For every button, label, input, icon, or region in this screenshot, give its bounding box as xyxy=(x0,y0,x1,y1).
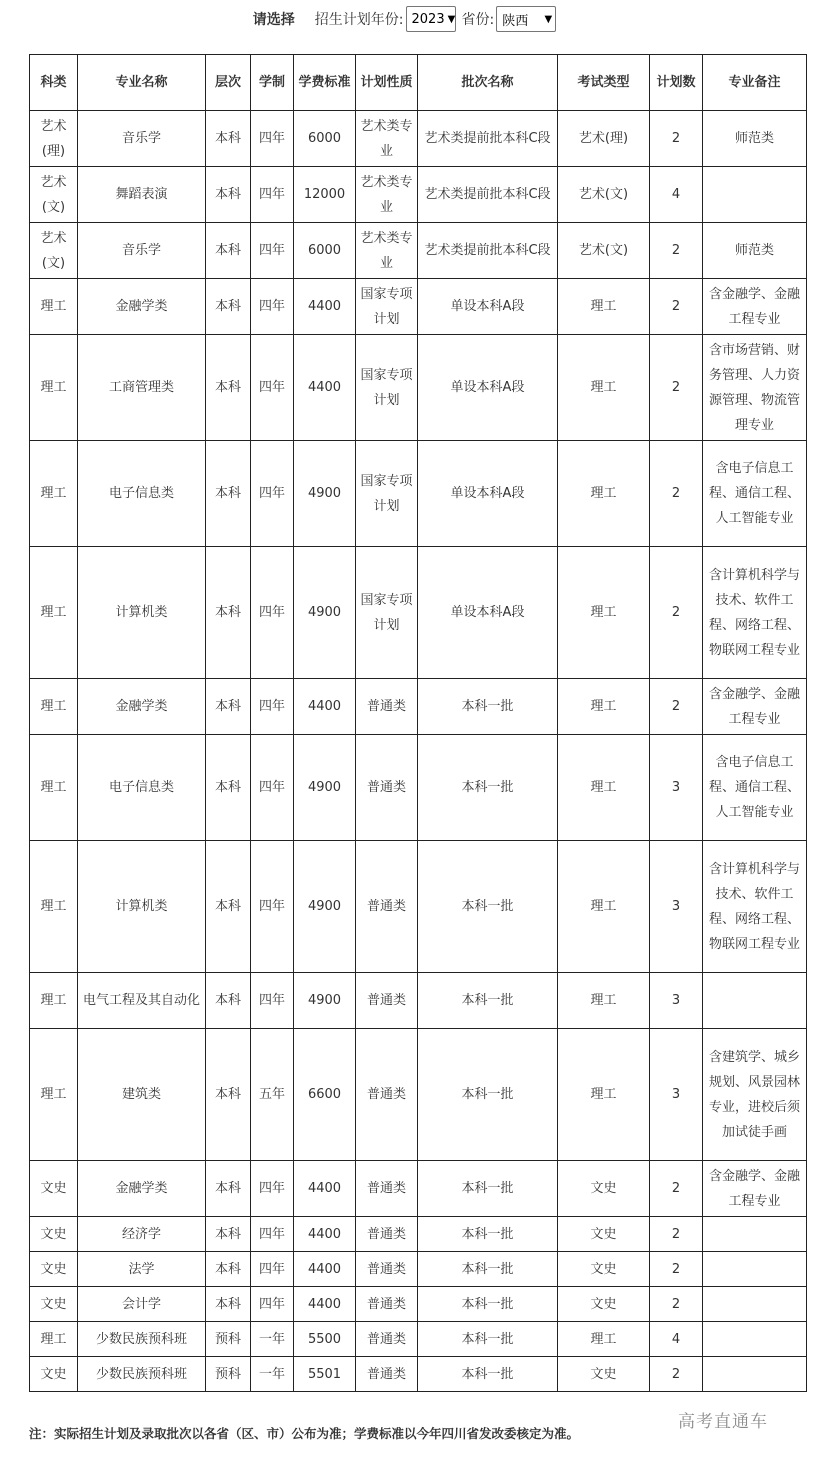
cell-major-name: 经济学 xyxy=(78,1217,206,1252)
cell-level: 预科 xyxy=(206,1322,251,1357)
cell-category: 理工 xyxy=(30,279,78,335)
cell-tuition: 4400 xyxy=(294,679,356,735)
cell-major-name: 少数民族预科班 xyxy=(78,1322,206,1357)
cell-duration: 四年 xyxy=(251,735,294,841)
cell-level: 本科 xyxy=(206,167,251,223)
cell-level: 本科 xyxy=(206,223,251,279)
cell-category: 文史 xyxy=(30,1161,78,1217)
cell-plan-count: 3 xyxy=(650,735,703,841)
cell-plan-count: 3 xyxy=(650,841,703,973)
province-select-value: 陕西 xyxy=(502,13,529,29)
enrollment-plan-table xyxy=(29,54,807,1392)
cell-plan-type: 普通类 xyxy=(356,973,418,1029)
cell-plan-type: 国家专项计划 xyxy=(356,547,418,679)
cell-batch-name: 本科一批 xyxy=(418,735,558,841)
cell-major-note xyxy=(703,167,807,223)
cell-major-name: 电气工程及其自动化 xyxy=(78,973,206,1029)
cell-category: 理工 xyxy=(30,679,78,735)
cell-major-note xyxy=(703,1287,807,1322)
table-row xyxy=(30,973,807,1029)
cell-category: 文史 xyxy=(30,1217,78,1252)
chevron-down-icon: ▼ xyxy=(447,13,456,25)
cell-category: 艺术(文) xyxy=(30,223,78,279)
cell-exam-type: 文史 xyxy=(558,1252,650,1287)
cell-exam-type: 理工 xyxy=(558,841,650,973)
cell-plan-type: 艺术类专业 xyxy=(356,111,418,167)
selector-prompt: 请选择 xyxy=(252,12,295,28)
cell-major-note xyxy=(703,1322,807,1357)
cell-plan-count: 3 xyxy=(650,1029,703,1161)
cell-plan-count: 2 xyxy=(650,547,703,679)
cell-major-note: 含金融学、金融工程专业 xyxy=(703,1161,807,1217)
cell-tuition: 4900 xyxy=(294,547,356,679)
cell-tuition: 4400 xyxy=(294,335,356,441)
cell-category: 文史 xyxy=(30,1287,78,1322)
cell-exam-type: 理工 xyxy=(558,1029,650,1161)
table-row xyxy=(30,1252,807,1287)
cell-level: 本科 xyxy=(206,1287,251,1322)
table-row xyxy=(30,167,807,223)
cell-batch-name: 本科一批 xyxy=(418,973,558,1029)
cell-major-note: 师范类 xyxy=(703,111,807,167)
cell-plan-type: 国家专项计划 xyxy=(356,279,418,335)
cell-category: 文史 xyxy=(30,1357,78,1392)
cell-major-note xyxy=(703,1217,807,1252)
cell-major-name: 少数民族预科班 xyxy=(78,1357,206,1392)
cell-major-name: 音乐学 xyxy=(78,223,206,279)
plan-selector-bar xyxy=(0,4,815,34)
cell-category: 理工 xyxy=(30,1322,78,1357)
cell-duration: 四年 xyxy=(251,1287,294,1322)
cell-major-note: 含计算机科学与技术、软件工程、网络工程、物联网工程专业 xyxy=(703,547,807,679)
cell-exam-type: 理工 xyxy=(558,679,650,735)
cell-level: 本科 xyxy=(206,547,251,679)
cell-tuition: 4400 xyxy=(294,279,356,335)
cell-exam-type: 艺术(文) xyxy=(558,167,650,223)
cell-duration: 一年 xyxy=(251,1322,294,1357)
cell-tuition: 12000 xyxy=(294,167,356,223)
cell-major-name: 工商管理类 xyxy=(78,335,206,441)
cell-major-name: 金融学类 xyxy=(78,1161,206,1217)
cell-tuition: 4900 xyxy=(294,973,356,1029)
cell-exam-type: 理工 xyxy=(558,279,650,335)
cell-major-note: 含计算机科学与技术、软件工程、网络工程、物联网工程专业 xyxy=(703,841,807,973)
cell-major-note: 含金融学、金融工程专业 xyxy=(703,279,807,335)
cell-duration: 四年 xyxy=(251,1217,294,1252)
chevron-down-icon: ▼ xyxy=(544,13,553,25)
table-row xyxy=(30,1029,807,1161)
cell-level: 本科 xyxy=(206,973,251,1029)
cell-category: 理工 xyxy=(30,735,78,841)
cell-exam-type: 理工 xyxy=(558,973,650,1029)
cell-plan-count: 2 xyxy=(650,679,703,735)
year-select-value: 2023 xyxy=(411,11,445,27)
cell-duration: 四年 xyxy=(251,279,294,335)
cell-tuition: 4900 xyxy=(294,841,356,973)
cell-exam-type: 理工 xyxy=(558,735,650,841)
cell-major-name: 会计学 xyxy=(78,1287,206,1322)
cell-plan-type: 普通类 xyxy=(356,841,418,973)
cell-major-name: 金融学类 xyxy=(78,279,206,335)
cell-category: 理工 xyxy=(30,1029,78,1161)
cell-plan-count: 2 xyxy=(650,441,703,547)
table-row xyxy=(30,1322,807,1357)
watermark-text: 高考直通车 xyxy=(678,1412,768,1432)
cell-level: 本科 xyxy=(206,279,251,335)
table-row xyxy=(30,1357,807,1392)
cell-plan-type: 普通类 xyxy=(356,1217,418,1252)
cell-tuition: 4400 xyxy=(294,1252,356,1287)
cell-exam-type: 艺术(理) xyxy=(558,111,650,167)
cell-duration: 一年 xyxy=(251,1357,294,1392)
cell-plan-count: 2 xyxy=(650,1357,703,1392)
cell-plan-count: 2 xyxy=(650,111,703,167)
cell-plan-count: 2 xyxy=(650,1252,703,1287)
cell-major-name: 计算机类 xyxy=(78,841,206,973)
column-header-tuition: 学费标准 xyxy=(294,55,356,111)
cell-major-note xyxy=(703,1252,807,1287)
cell-exam-type: 理工 xyxy=(558,547,650,679)
cell-duration: 四年 xyxy=(251,223,294,279)
cell-major-name: 电子信息类 xyxy=(78,735,206,841)
cell-plan-count: 2 xyxy=(650,1217,703,1252)
column-header-plan-count: 计划数 xyxy=(650,55,703,111)
cell-level: 本科 xyxy=(206,1217,251,1252)
cell-tuition: 4400 xyxy=(294,1287,356,1322)
table-row xyxy=(30,841,807,973)
table-body xyxy=(30,111,807,1392)
table-row xyxy=(30,279,807,335)
cell-batch-name: 本科一批 xyxy=(418,1252,558,1287)
cell-level: 本科 xyxy=(206,1161,251,1217)
cell-tuition: 5500 xyxy=(294,1322,356,1357)
cell-major-note xyxy=(703,1357,807,1392)
cell-category: 文史 xyxy=(30,1252,78,1287)
column-header-major-note: 专业备注 xyxy=(703,55,807,111)
cell-major-note xyxy=(703,973,807,1029)
cell-duration: 四年 xyxy=(251,441,294,547)
cell-batch-name: 单设本科A段 xyxy=(418,335,558,441)
cell-category: 艺术(理) xyxy=(30,111,78,167)
column-header-batch-name: 批次名称 xyxy=(418,55,558,111)
cell-plan-count: 2 xyxy=(650,223,703,279)
footnote: 注：实际招生计划及录取批次以各省（区、市）公布为准；学费标准以今年四川省发改委核定为准。 xyxy=(29,1426,580,1441)
cell-exam-type: 文史 xyxy=(558,1161,650,1217)
cell-tuition: 6600 xyxy=(294,1029,356,1161)
table-head xyxy=(30,55,807,111)
cell-duration: 四年 xyxy=(251,841,294,973)
cell-exam-type: 文史 xyxy=(558,1357,650,1392)
header-row xyxy=(30,55,807,111)
table-row xyxy=(30,111,807,167)
cell-major-name: 计算机类 xyxy=(78,547,206,679)
column-header-major-name: 专业名称 xyxy=(78,55,206,111)
cell-category: 理工 xyxy=(30,841,78,973)
cell-plan-type: 艺术类专业 xyxy=(356,167,418,223)
cell-exam-type: 理工 xyxy=(558,335,650,441)
cell-major-name: 法学 xyxy=(78,1252,206,1287)
year-label: 招生计划年份: xyxy=(314,12,404,28)
cell-batch-name: 艺术类提前批本科C段 xyxy=(418,111,558,167)
cell-plan-type: 国家专项计划 xyxy=(356,441,418,547)
cell-plan-count: 2 xyxy=(650,335,703,441)
cell-exam-type: 文史 xyxy=(558,1217,650,1252)
cell-duration: 四年 xyxy=(251,167,294,223)
cell-major-name: 舞蹈表演 xyxy=(78,167,206,223)
cell-duration: 四年 xyxy=(251,973,294,1029)
cell-major-name: 金融学类 xyxy=(78,679,206,735)
cell-batch-name: 本科一批 xyxy=(418,1217,558,1252)
table-row xyxy=(30,735,807,841)
cell-batch-name: 单设本科A段 xyxy=(418,279,558,335)
column-header-exam-type: 考试类型 xyxy=(558,55,650,111)
cell-duration: 四年 xyxy=(251,111,294,167)
cell-batch-name: 本科一批 xyxy=(418,1161,558,1217)
province-select[interactable] xyxy=(496,6,556,32)
column-header-level: 层次 xyxy=(206,55,251,111)
cell-plan-count: 2 xyxy=(650,279,703,335)
cell-plan-type: 艺术类专业 xyxy=(356,223,418,279)
cell-tuition: 4400 xyxy=(294,1217,356,1252)
cell-duration: 四年 xyxy=(251,335,294,441)
year-select[interactable] xyxy=(406,6,456,32)
cell-level: 本科 xyxy=(206,679,251,735)
cell-category: 理工 xyxy=(30,441,78,547)
table-row xyxy=(30,223,807,279)
cell-batch-name: 艺术类提前批本科C段 xyxy=(418,167,558,223)
cell-duration: 四年 xyxy=(251,1252,294,1287)
cell-batch-name: 本科一批 xyxy=(418,841,558,973)
cell-level: 本科 xyxy=(206,111,251,167)
cell-exam-type: 理工 xyxy=(558,1322,650,1357)
cell-plan-type: 普通类 xyxy=(356,679,418,735)
cell-major-name: 音乐学 xyxy=(78,111,206,167)
cell-plan-type: 普通类 xyxy=(356,1252,418,1287)
cell-batch-name: 本科一批 xyxy=(418,1287,558,1322)
cell-duration: 四年 xyxy=(251,1161,294,1217)
cell-plan-count: 4 xyxy=(650,1322,703,1357)
table-row xyxy=(30,547,807,679)
cell-plan-type: 普通类 xyxy=(356,1029,418,1161)
cell-category: 理工 xyxy=(30,973,78,1029)
cell-plan-type: 普通类 xyxy=(356,1322,418,1357)
cell-tuition: 6000 xyxy=(294,223,356,279)
table-row xyxy=(30,335,807,441)
cell-plan-count: 3 xyxy=(650,973,703,1029)
column-header-plan-type: 计划性质 xyxy=(356,55,418,111)
cell-level: 预科 xyxy=(206,1357,251,1392)
table-row xyxy=(30,1287,807,1322)
cell-category: 艺术(文) xyxy=(30,167,78,223)
cell-exam-type: 文史 xyxy=(558,1287,650,1322)
cell-batch-name: 本科一批 xyxy=(418,1357,558,1392)
cell-major-note: 师范类 xyxy=(703,223,807,279)
table-row xyxy=(30,679,807,735)
cell-batch-name: 单设本科A段 xyxy=(418,441,558,547)
cell-plan-count: 2 xyxy=(650,1161,703,1217)
table-row xyxy=(30,441,807,547)
cell-batch-name: 单设本科A段 xyxy=(418,547,558,679)
cell-major-note: 含电子信息工程、通信工程、人工智能专业 xyxy=(703,735,807,841)
cell-duration: 四年 xyxy=(251,679,294,735)
column-header-category: 科类 xyxy=(30,55,78,111)
table-row xyxy=(30,1217,807,1252)
cell-batch-name: 艺术类提前批本科C段 xyxy=(418,223,558,279)
cell-level: 本科 xyxy=(206,1029,251,1161)
cell-plan-type: 普通类 xyxy=(356,735,418,841)
cell-tuition: 6000 xyxy=(294,111,356,167)
cell-duration: 四年 xyxy=(251,547,294,679)
cell-level: 本科 xyxy=(206,841,251,973)
cell-plan-count: 2 xyxy=(650,1287,703,1322)
cell-tuition: 4900 xyxy=(294,441,356,547)
cell-major-name: 建筑类 xyxy=(78,1029,206,1161)
cell-major-note: 含金融学、金融工程专业 xyxy=(703,679,807,735)
table-row xyxy=(30,1161,807,1217)
cell-major-note: 含建筑学、城乡规划、风景园林专业，进校后须加试徒手画 xyxy=(703,1029,807,1161)
cell-exam-type: 艺术(文) xyxy=(558,223,650,279)
cell-batch-name: 本科一批 xyxy=(418,1322,558,1357)
cell-category: 理工 xyxy=(30,335,78,441)
cell-plan-type: 普通类 xyxy=(356,1161,418,1217)
cell-plan-type: 普通类 xyxy=(356,1287,418,1322)
cell-level: 本科 xyxy=(206,335,251,441)
cell-tuition: 4900 xyxy=(294,735,356,841)
cell-plan-type: 国家专项计划 xyxy=(356,335,418,441)
cell-level: 本科 xyxy=(206,1252,251,1287)
cell-level: 本科 xyxy=(206,441,251,547)
province-label: 省份: xyxy=(461,12,495,28)
cell-major-note: 含市场营销、财务管理、人力资源管理、物流管理专业 xyxy=(703,335,807,441)
cell-tuition: 5501 xyxy=(294,1357,356,1392)
cell-batch-name: 本科一批 xyxy=(418,679,558,735)
cell-duration: 五年 xyxy=(251,1029,294,1161)
cell-plan-count: 4 xyxy=(650,167,703,223)
cell-category: 理工 xyxy=(30,547,78,679)
cell-batch-name: 本科一批 xyxy=(418,1029,558,1161)
column-header-duration: 学制 xyxy=(251,55,294,111)
cell-exam-type: 理工 xyxy=(558,441,650,547)
cell-level: 本科 xyxy=(206,735,251,841)
cell-plan-type: 普通类 xyxy=(356,1357,418,1392)
cell-major-note: 含电子信息工程、通信工程、人工智能专业 xyxy=(703,441,807,547)
cell-major-name: 电子信息类 xyxy=(78,441,206,547)
cell-tuition: 4400 xyxy=(294,1161,356,1217)
